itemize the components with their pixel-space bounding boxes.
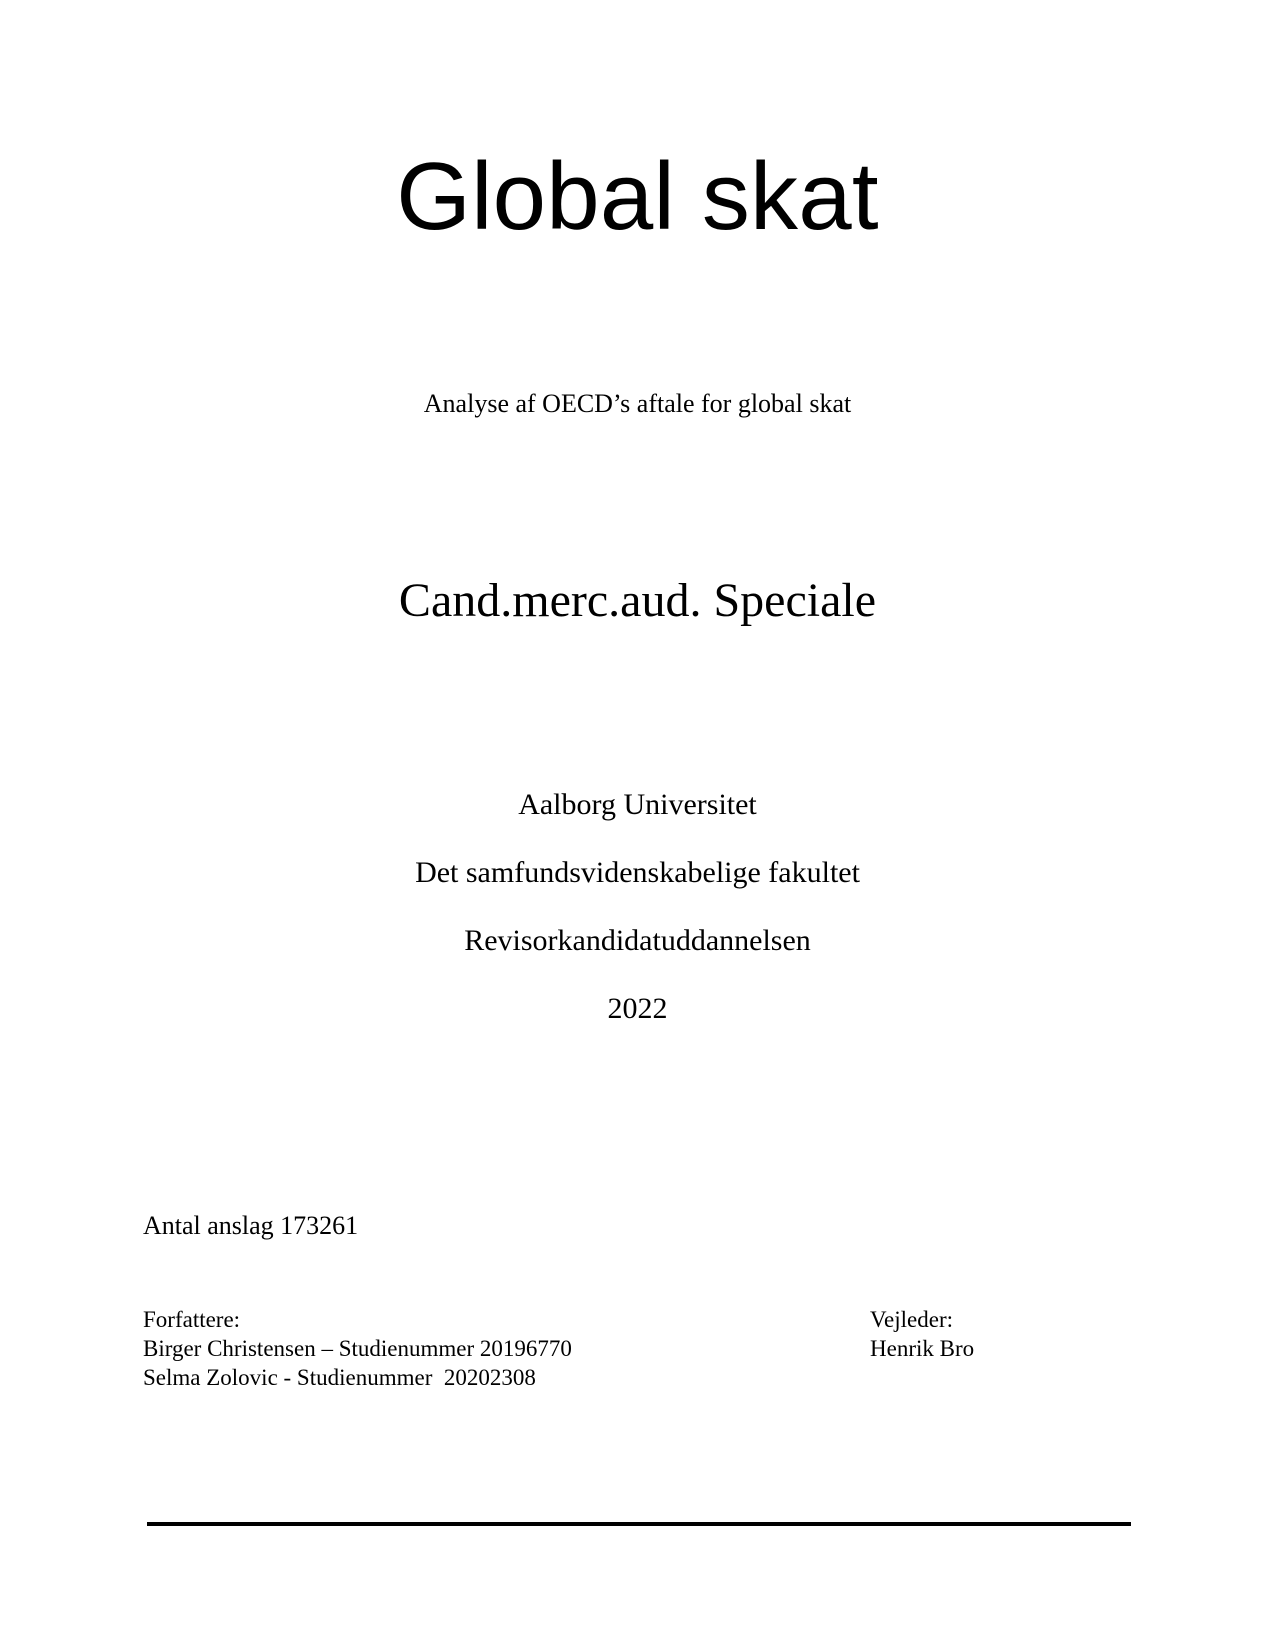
character-count: Antal anslag 173261 xyxy=(143,1211,359,1240)
credits-block xyxy=(143,1305,1132,1401)
supervisor-label: Vejleder: xyxy=(870,1307,954,1332)
faculty-name: Det samfundsvidenskabelige fakultet xyxy=(415,856,860,889)
document-subtitle: Analyse af OECD’s aftale for global skat xyxy=(423,389,852,418)
author-entry-1: Birger Christensen – Studienummer 20196770 xyxy=(143,1336,572,1361)
institution-block xyxy=(0,790,1275,1024)
degree-line: Cand.merc.aud. Speciale xyxy=(398,574,877,627)
supervisor-column xyxy=(870,1305,974,1363)
supervisor-name: Henrik Bro xyxy=(870,1336,975,1361)
authors-label: Forfattere: xyxy=(143,1307,241,1332)
authors-column xyxy=(143,1305,572,1392)
programme-name: Revisorkandidatuddannelsen xyxy=(464,924,811,957)
university-name: Aalborg Universitet xyxy=(518,788,757,821)
author-entry-2: Selma Zolovic - Studienummer 20202308 xyxy=(143,1365,536,1390)
page-title: Global skat xyxy=(396,143,879,250)
publication-year: 2022 xyxy=(607,992,668,1025)
footer-divider xyxy=(147,1522,1131,1526)
